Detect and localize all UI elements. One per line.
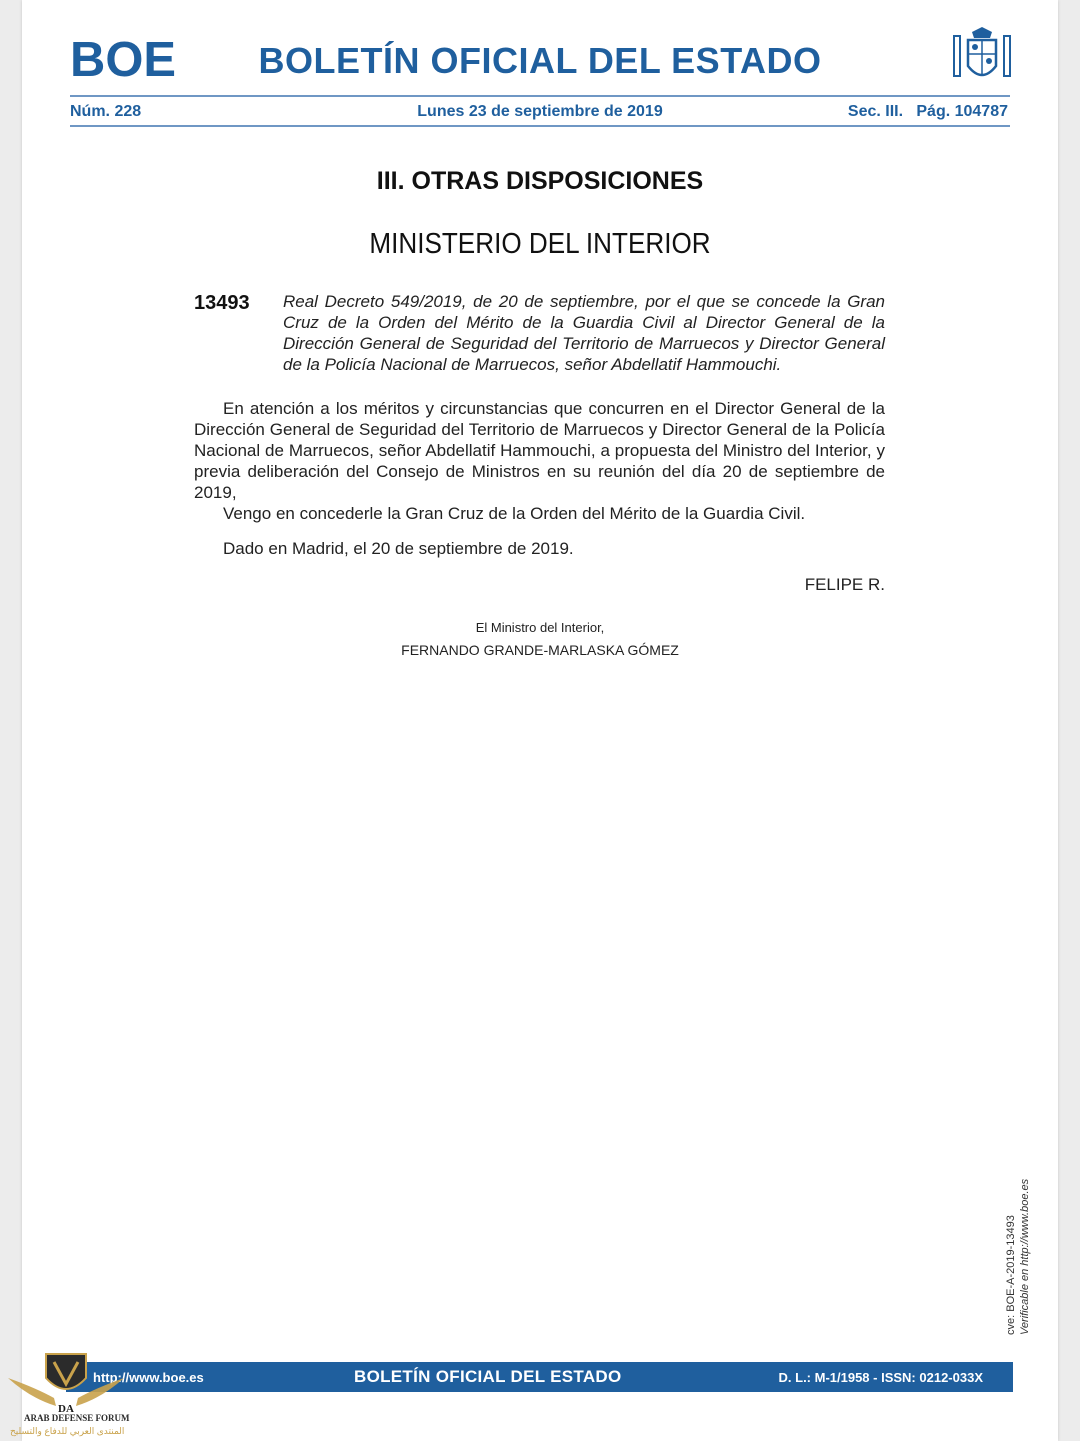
verification-note	[1004, 1179, 1032, 1335]
forum-watermark-logo	[6, 1348, 126, 1438]
boe-logo-text: BOE	[70, 36, 176, 80]
verification-url: Verificable en http://www.boe.es	[1019, 1178, 1031, 1335]
ministry-title: MINISTERIO DEL INTERIOR	[369, 228, 711, 260]
watermark-name-en: ARAB DEFENSE FORUM	[24, 1413, 130, 1423]
decree-summary: Real Decreto 549/2019, de 20 de septiembre, por el que se concede la Gran Cruz de la Orden del Mérito de la Guardia Civil al Director General de la Dirección General de Seguridad del Territorio de Marruecos y Director General de la Policía Nacional de Marruecos, señor Abdellatif Hammouchi.	[283, 292, 885, 374]
issue-date: Lunes 23 de septiembre de 2019	[417, 103, 663, 120]
header-top-rule	[70, 95, 1010, 97]
minister-role: El Ministro del Interior,	[475, 620, 605, 635]
section-page: Sec. III. Pág. 104787	[847, 103, 1008, 120]
footer-bar	[66, 1362, 1013, 1392]
entry-number: 13493	[194, 292, 250, 314]
footer-legal-deposit: D. L.: M-1/1958 - ISSN: 0212-033X	[778, 1370, 983, 1385]
boe-logo	[70, 36, 176, 80]
minister-name: FERNANDO GRANDE-MARLASKA GÓMEZ	[401, 642, 679, 658]
coat-of-arms-icon	[952, 26, 1012, 88]
cve-code: cve: BOE-A-2019-13493	[1005, 1215, 1017, 1335]
document-page	[22, 0, 1058, 1441]
section-title: III. OTRAS DISPOSICIONES	[376, 167, 704, 195]
decree-body	[194, 398, 885, 524]
given-place-date: Dado en Madrid, el 20 de septiembre de 2019.	[223, 539, 574, 558]
bulletin-title: BOLETÍN OFICIAL DEL ESTADO	[258, 40, 822, 81]
watermark-name-ar: المنتدى العربي للدفاع والتسليح	[10, 1426, 125, 1436]
body-paragraph: En atención a los méritos y circunstancias que concurren en el Director General de la Dirección General de Seguridad del Territorio de Marruecos y Director General de la Policía Nacional de Marruecos, señor Abdellatif Hammouchi, a propuesta del Ministro del Interior, y previa deliberación del Consejo de Ministros en su reunión del día 20 de septiembre de 2019,	[194, 399, 885, 502]
footer-url-link[interactable]: http://www.boe.es	[93, 1370, 204, 1385]
watermark-initials: DA	[58, 1403, 74, 1415]
body-paragraph: Vengo en concederle la Gran Cruz de la Orden del Mérito de la Guardia Civil.	[223, 504, 806, 523]
footer-title: BOLETÍN OFICIAL DEL ESTADO	[354, 1367, 622, 1386]
header-bottom-rule	[70, 125, 1010, 127]
royal-signature: FELIPE R.	[804, 575, 885, 594]
issue-number: Núm. 228	[70, 103, 142, 120]
